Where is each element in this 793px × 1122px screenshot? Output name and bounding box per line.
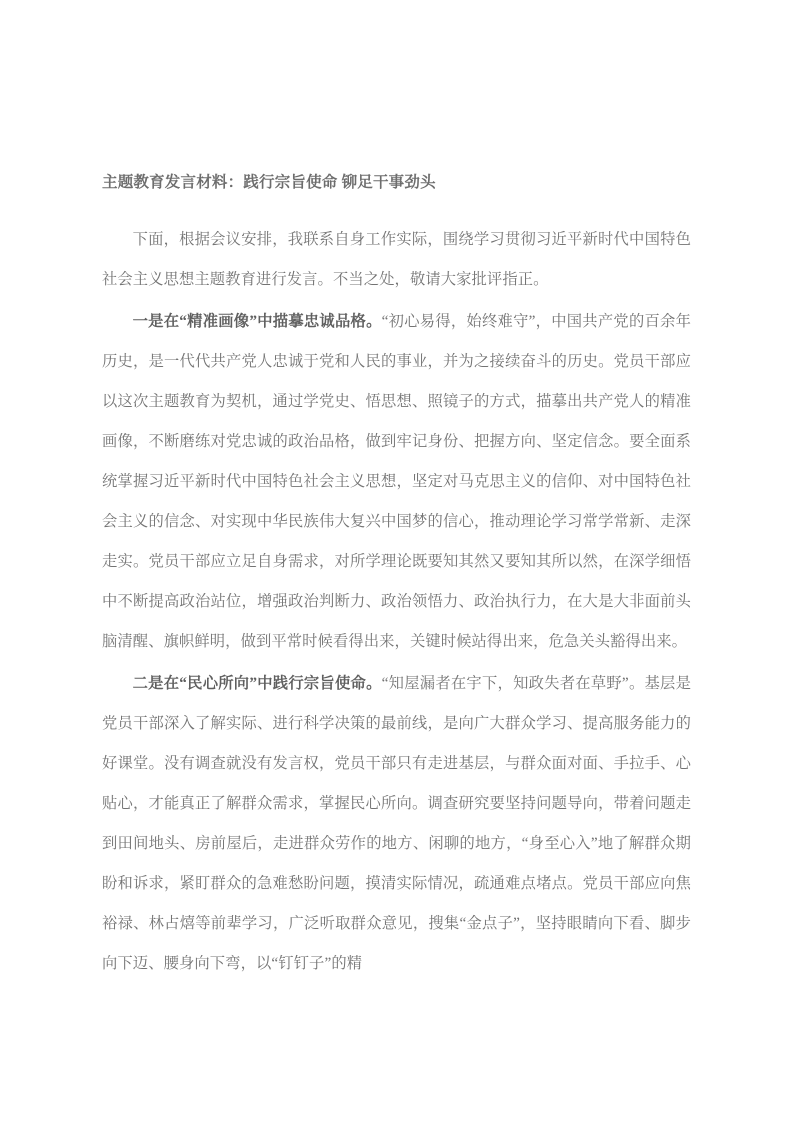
document-title: 主题教育发言材料：践行宗旨使命 铆足干事劲头	[102, 174, 436, 191]
paragraph-section-one	[102, 302, 691, 662]
section-one-heading: 一是在“精准画像”中描摹忠诚品格。	[132, 313, 382, 330]
paragraph-section-two	[102, 664, 691, 984]
section-one-text: “初心易得，始终难守”，中国共产党的百余年历史，是一代代共产党人忠诚于党和人民的事业，并为之接续奋斗的历史。党员干部应以这次主题教育为契机，通过学党史、悟思想、照镜子的方式，描摹出共产党人的精准画像，不断磨练对党忠诚的政治品格，做到牢记身份、把握方向、坚定信念。要全面系统掌握习近平新时代中国特色社会主义思想，坚定对马克思主义的信仰、对中国特色社会主义的信念、对实现中华民族伟大复兴中国梦的信心，推动理论学习常学常新、走深走实。党员干部应立足自身需求，对所学理论既要知其然又要知其所以然，在深学细悟中不断提高政治站位，增强政治判断力、政治领悟力、政治执行力，在大是大非面前头脑清醒、旗帜鲜明，做到平常时候看得出来，关键时候站得出来，危急关头豁得出来。	[102, 313, 692, 650]
document-body	[102, 172, 691, 986]
section-two-text: “知屋漏者在宇下，知政失者在草野”。基层是党员干部深入了解实际、进行科学决策的最前线，是向广大群众学习、提高服务能力的好课堂。没有调查就没有发言权，党员干部只有走进基层，与群众面对面、手拉手、心贴心，才能真正了解群众需求，掌握民心所向。调查研究要坚持问题导向，带着问题走到田间地头、房前屋后，走进群众劳作的地方、闲聊的地方，“身至心入”地了解群众期盼和诉求，紧盯群众的急难愁盼问题，摸清实际情况，疏通难点堵点。党员干部应向焦裕禄、林占熺等前辈学习，广泛听取群众意见，搜集“金点子”，坚持眼睛向下看、脚步向下迈、腰身向下弯，以“钉钉子”的精	[102, 675, 692, 972]
paragraph-intro	[102, 220, 691, 300]
section-two-heading: 二是在“民心所向”中践行宗旨使命。	[132, 675, 382, 692]
paragraph-intro-text: 下面，根据会议安排，我联系自身工作实际，围绕学习贯彻习近平新时代中国特色社会主义思想主题教育进行发言。不当之处，敬请大家批评指正。	[102, 231, 691, 288]
